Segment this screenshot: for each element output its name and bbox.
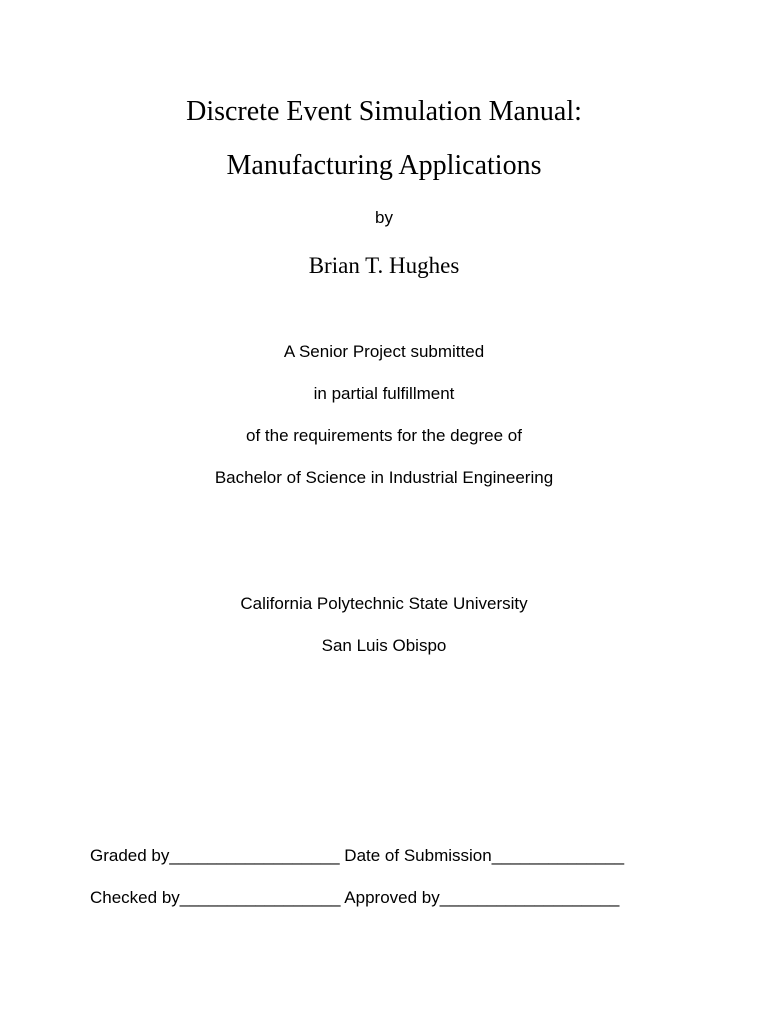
by-label: by [375,208,393,227]
title-line-1: Discrete Event Simulation Manual: [186,96,582,127]
submission-line-2: in partial fulfillment [313,384,455,403]
author-name: Brian T. Hughes [308,253,460,278]
submission-line-4: Bachelor of Science in Industrial Engineering [214,468,554,487]
title-line-2: Manufacturing Applications [226,150,542,181]
signature-row-checked: Checked by_________________ Approved by___________________ [90,888,620,907]
submission-line-3: of the requirements for the degree of [246,426,522,445]
submission-line-1: A Senior Project submitted [283,342,485,361]
institution-name: California Polytechnic State University [240,594,528,613]
institution-city: San Luis Obispo [321,636,447,655]
signature-row-graded: Graded by__________________ Date of Submission______________ [90,846,625,865]
